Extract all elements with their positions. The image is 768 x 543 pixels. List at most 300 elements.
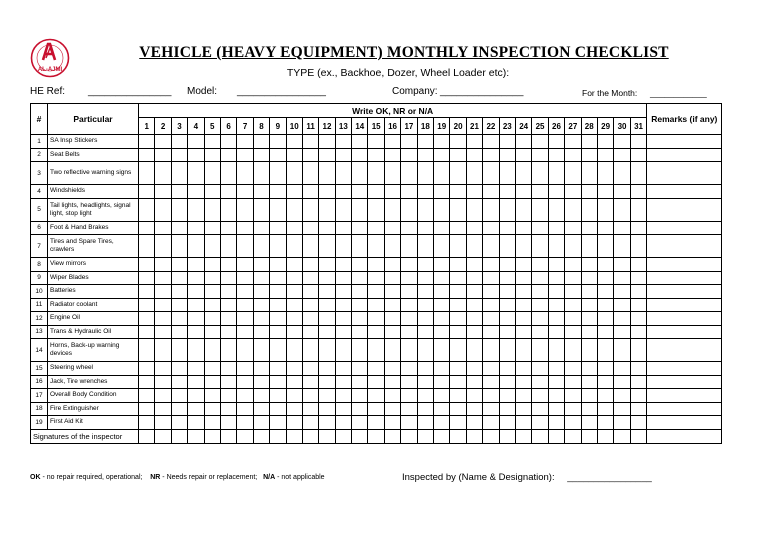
remarks-cell[interactable] <box>647 148 722 162</box>
day-cell[interactable] <box>270 135 286 149</box>
signature-cell[interactable] <box>417 429 433 443</box>
day-cell[interactable] <box>368 258 384 272</box>
day-cell[interactable] <box>565 198 581 221</box>
day-cell[interactable] <box>499 339 515 362</box>
day-cell[interactable] <box>499 135 515 149</box>
day-cell[interactable] <box>565 162 581 185</box>
day-cell[interactable] <box>384 271 400 285</box>
day-cell[interactable] <box>548 416 564 430</box>
day-cell[interactable] <box>581 339 597 362</box>
day-cell[interactable] <box>155 221 171 235</box>
day-cell[interactable] <box>499 185 515 199</box>
day-cell[interactable] <box>450 375 466 389</box>
day-cell[interactable] <box>532 362 548 376</box>
day-cell[interactable] <box>286 285 302 299</box>
day-cell[interactable] <box>450 162 466 185</box>
day-cell[interactable] <box>171 258 187 272</box>
day-cell[interactable] <box>532 221 548 235</box>
day-cell[interactable] <box>466 285 482 299</box>
day-cell[interactable] <box>368 198 384 221</box>
day-cell[interactable] <box>204 162 220 185</box>
day-cell[interactable] <box>614 198 630 221</box>
day-cell[interactable] <box>302 135 318 149</box>
day-cell[interactable] <box>270 416 286 430</box>
day-cell[interactable] <box>270 339 286 362</box>
day-cell[interactable] <box>171 339 187 362</box>
signature-cell[interactable] <box>450 429 466 443</box>
day-cell[interactable] <box>204 148 220 162</box>
signature-cell[interactable] <box>384 429 400 443</box>
day-cell[interactable] <box>220 271 236 285</box>
day-cell[interactable] <box>237 221 253 235</box>
day-cell[interactable] <box>253 148 269 162</box>
day-cell[interactable] <box>319 312 335 326</box>
day-cell[interactable] <box>220 235 236 258</box>
day-cell[interactable] <box>401 258 417 272</box>
day-cell[interactable] <box>384 135 400 149</box>
day-cell[interactable] <box>450 271 466 285</box>
day-cell[interactable] <box>548 271 564 285</box>
day-cell[interactable] <box>499 325 515 339</box>
day-cell[interactable] <box>565 135 581 149</box>
day-cell[interactable] <box>188 362 204 376</box>
remarks-cell[interactable] <box>647 416 722 430</box>
day-cell[interactable] <box>302 162 318 185</box>
day-cell[interactable] <box>270 402 286 416</box>
day-cell[interactable] <box>220 198 236 221</box>
signature-cell[interactable] <box>532 429 548 443</box>
day-cell[interactable] <box>319 235 335 258</box>
day-cell[interactable] <box>204 198 220 221</box>
day-cell[interactable] <box>630 185 647 199</box>
day-cell[interactable] <box>155 235 171 258</box>
day-cell[interactable] <box>335 235 351 258</box>
remarks-cell[interactable] <box>647 198 722 221</box>
day-cell[interactable] <box>466 271 482 285</box>
day-cell[interactable] <box>532 312 548 326</box>
remarks-cell[interactable] <box>647 258 722 272</box>
day-cell[interactable] <box>450 235 466 258</box>
day-cell[interactable] <box>401 221 417 235</box>
day-cell[interactable] <box>384 416 400 430</box>
day-cell[interactable] <box>286 416 302 430</box>
day-cell[interactable] <box>515 285 531 299</box>
day-cell[interactable] <box>286 135 302 149</box>
day-cell[interactable] <box>434 312 450 326</box>
day-cell[interactable] <box>630 271 647 285</box>
day-cell[interactable] <box>581 185 597 199</box>
day-cell[interactable] <box>483 271 499 285</box>
day-cell[interactable] <box>253 271 269 285</box>
day-cell[interactable] <box>302 402 318 416</box>
day-cell[interactable] <box>384 325 400 339</box>
day-cell[interactable] <box>466 198 482 221</box>
day-cell[interactable] <box>417 235 433 258</box>
day-cell[interactable] <box>253 416 269 430</box>
day-cell[interactable] <box>253 198 269 221</box>
day-cell[interactable] <box>286 312 302 326</box>
day-cell[interactable] <box>548 312 564 326</box>
day-cell[interactable] <box>417 298 433 312</box>
day-cell[interactable] <box>253 298 269 312</box>
day-cell[interactable] <box>253 221 269 235</box>
day-cell[interactable] <box>581 221 597 235</box>
day-cell[interactable] <box>384 298 400 312</box>
day-cell[interactable] <box>335 312 351 326</box>
day-cell[interactable] <box>630 162 647 185</box>
day-cell[interactable] <box>450 312 466 326</box>
day-cell[interactable] <box>155 312 171 326</box>
day-cell[interactable] <box>220 312 236 326</box>
day-cell[interactable] <box>466 312 482 326</box>
day-cell[interactable] <box>335 339 351 362</box>
day-cell[interactable] <box>515 185 531 199</box>
signature-remarks-cell[interactable] <box>647 429 722 443</box>
day-cell[interactable] <box>483 198 499 221</box>
signature-cell[interactable] <box>499 429 515 443</box>
day-cell[interactable] <box>286 362 302 376</box>
day-cell[interactable] <box>286 402 302 416</box>
day-cell[interactable] <box>565 285 581 299</box>
day-cell[interactable] <box>335 402 351 416</box>
day-cell[interactable] <box>401 135 417 149</box>
day-cell[interactable] <box>335 135 351 149</box>
day-cell[interactable] <box>499 198 515 221</box>
day-cell[interactable] <box>581 325 597 339</box>
day-cell[interactable] <box>434 402 450 416</box>
day-cell[interactable] <box>352 271 368 285</box>
day-cell[interactable] <box>630 375 647 389</box>
remarks-cell[interactable] <box>647 339 722 362</box>
day-cell[interactable] <box>597 258 613 272</box>
day-cell[interactable] <box>302 235 318 258</box>
day-cell[interactable] <box>597 235 613 258</box>
day-cell[interactable] <box>204 185 220 199</box>
day-cell[interactable] <box>302 221 318 235</box>
day-cell[interactable] <box>335 271 351 285</box>
day-cell[interactable] <box>515 235 531 258</box>
day-cell[interactable] <box>286 148 302 162</box>
day-cell[interactable] <box>220 221 236 235</box>
day-cell[interactable] <box>253 402 269 416</box>
day-cell[interactable] <box>237 402 253 416</box>
day-cell[interactable] <box>483 416 499 430</box>
day-cell[interactable] <box>483 221 499 235</box>
day-cell[interactable] <box>401 298 417 312</box>
day-cell[interactable] <box>286 185 302 199</box>
day-cell[interactable] <box>499 221 515 235</box>
day-cell[interactable] <box>565 298 581 312</box>
day-cell[interactable] <box>417 258 433 272</box>
day-cell[interactable] <box>188 258 204 272</box>
day-cell[interactable] <box>630 235 647 258</box>
day-cell[interactable] <box>302 198 318 221</box>
day-cell[interactable] <box>368 339 384 362</box>
day-cell[interactable] <box>581 402 597 416</box>
day-cell[interactable] <box>368 162 384 185</box>
day-cell[interactable] <box>204 375 220 389</box>
day-cell[interactable] <box>614 416 630 430</box>
day-cell[interactable] <box>466 235 482 258</box>
day-cell[interactable] <box>253 185 269 199</box>
day-cell[interactable] <box>401 402 417 416</box>
day-cell[interactable] <box>188 402 204 416</box>
day-cell[interactable] <box>417 339 433 362</box>
day-cell[interactable] <box>286 162 302 185</box>
day-cell[interactable] <box>401 285 417 299</box>
day-cell[interactable] <box>237 235 253 258</box>
day-cell[interactable] <box>188 198 204 221</box>
day-cell[interactable] <box>401 312 417 326</box>
signature-cell[interactable] <box>483 429 499 443</box>
day-cell[interactable] <box>171 325 187 339</box>
day-cell[interactable] <box>155 362 171 376</box>
day-cell[interactable] <box>614 312 630 326</box>
day-cell[interactable] <box>466 402 482 416</box>
day-cell[interactable] <box>220 162 236 185</box>
day-cell[interactable] <box>319 135 335 149</box>
day-cell[interactable] <box>188 285 204 299</box>
day-cell[interactable] <box>302 312 318 326</box>
signature-cell[interactable] <box>237 429 253 443</box>
day-cell[interactable] <box>515 402 531 416</box>
day-cell[interactable] <box>253 135 269 149</box>
day-cell[interactable] <box>335 285 351 299</box>
day-cell[interactable] <box>401 339 417 362</box>
day-cell[interactable] <box>171 285 187 299</box>
day-cell[interactable] <box>188 162 204 185</box>
day-cell[interactable] <box>352 298 368 312</box>
day-cell[interactable] <box>581 148 597 162</box>
day-cell[interactable] <box>401 416 417 430</box>
day-cell[interactable] <box>450 258 466 272</box>
day-cell[interactable] <box>155 389 171 403</box>
signature-cell[interactable] <box>286 429 302 443</box>
day-cell[interactable] <box>171 135 187 149</box>
day-cell[interactable] <box>204 235 220 258</box>
day-cell[interactable] <box>581 135 597 149</box>
day-cell[interactable] <box>237 375 253 389</box>
day-cell[interactable] <box>417 135 433 149</box>
day-cell[interactable] <box>139 135 155 149</box>
day-cell[interactable] <box>565 312 581 326</box>
signature-cell[interactable] <box>548 429 564 443</box>
day-cell[interactable] <box>597 362 613 376</box>
day-cell[interactable] <box>352 416 368 430</box>
day-cell[interactable] <box>302 148 318 162</box>
day-cell[interactable] <box>155 162 171 185</box>
day-cell[interactable] <box>139 221 155 235</box>
day-cell[interactable] <box>581 362 597 376</box>
day-cell[interactable] <box>384 235 400 258</box>
day-cell[interactable] <box>434 162 450 185</box>
day-cell[interactable] <box>253 339 269 362</box>
day-cell[interactable] <box>450 362 466 376</box>
day-cell[interactable] <box>450 185 466 199</box>
day-cell[interactable] <box>139 148 155 162</box>
day-cell[interactable] <box>139 162 155 185</box>
day-cell[interactable] <box>614 271 630 285</box>
day-cell[interactable] <box>515 198 531 221</box>
day-cell[interactable] <box>237 298 253 312</box>
day-cell[interactable] <box>384 312 400 326</box>
day-cell[interactable] <box>139 235 155 258</box>
day-cell[interactable] <box>401 235 417 258</box>
day-cell[interactable] <box>548 185 564 199</box>
day-cell[interactable] <box>499 258 515 272</box>
signature-cell[interactable] <box>220 429 236 443</box>
day-cell[interactable] <box>270 198 286 221</box>
day-cell[interactable] <box>434 298 450 312</box>
day-cell[interactable] <box>335 162 351 185</box>
day-cell[interactable] <box>188 221 204 235</box>
day-cell[interactable] <box>286 325 302 339</box>
day-cell[interactable] <box>401 271 417 285</box>
day-cell[interactable] <box>515 271 531 285</box>
day-cell[interactable] <box>565 362 581 376</box>
day-cell[interactable] <box>548 162 564 185</box>
day-cell[interactable] <box>597 375 613 389</box>
day-cell[interactable] <box>302 416 318 430</box>
day-cell[interactable] <box>384 148 400 162</box>
day-cell[interactable] <box>270 389 286 403</box>
day-cell[interactable] <box>614 162 630 185</box>
day-cell[interactable] <box>319 221 335 235</box>
day-cell[interactable] <box>597 135 613 149</box>
day-cell[interactable] <box>597 285 613 299</box>
day-cell[interactable] <box>483 235 499 258</box>
day-cell[interactable] <box>302 258 318 272</box>
day-cell[interactable] <box>352 235 368 258</box>
day-cell[interactable] <box>417 148 433 162</box>
day-cell[interactable] <box>155 339 171 362</box>
day-cell[interactable] <box>450 389 466 403</box>
day-cell[interactable] <box>139 198 155 221</box>
remarks-cell[interactable] <box>647 362 722 376</box>
day-cell[interactable] <box>565 325 581 339</box>
day-cell[interactable] <box>220 325 236 339</box>
day-cell[interactable] <box>204 312 220 326</box>
day-cell[interactable] <box>270 185 286 199</box>
day-cell[interactable] <box>548 339 564 362</box>
day-cell[interactable] <box>384 185 400 199</box>
day-cell[interactable] <box>434 339 450 362</box>
day-cell[interactable] <box>302 375 318 389</box>
day-cell[interactable] <box>417 185 433 199</box>
signature-cell[interactable] <box>335 429 351 443</box>
day-cell[interactable] <box>220 339 236 362</box>
day-cell[interactable] <box>155 185 171 199</box>
day-cell[interactable] <box>450 402 466 416</box>
day-cell[interactable] <box>532 235 548 258</box>
day-cell[interactable] <box>286 258 302 272</box>
day-cell[interactable] <box>532 285 548 299</box>
day-cell[interactable] <box>434 148 450 162</box>
day-cell[interactable] <box>139 271 155 285</box>
day-cell[interactable] <box>368 148 384 162</box>
day-cell[interactable] <box>237 148 253 162</box>
day-cell[interactable] <box>204 389 220 403</box>
day-cell[interactable] <box>319 416 335 430</box>
day-cell[interactable] <box>515 312 531 326</box>
day-cell[interactable] <box>548 298 564 312</box>
inspected-by-field[interactable]: ________________ <box>567 472 652 483</box>
day-cell[interactable] <box>368 298 384 312</box>
day-cell[interactable] <box>515 325 531 339</box>
signature-cell[interactable] <box>253 429 269 443</box>
day-cell[interactable] <box>532 416 548 430</box>
signature-cell[interactable] <box>565 429 581 443</box>
day-cell[interactable] <box>335 185 351 199</box>
remarks-cell[interactable] <box>647 135 722 149</box>
day-cell[interactable] <box>597 162 613 185</box>
day-cell[interactable] <box>302 339 318 362</box>
day-cell[interactable] <box>499 271 515 285</box>
day-cell[interactable] <box>352 162 368 185</box>
day-cell[interactable] <box>237 162 253 185</box>
day-cell[interactable] <box>368 221 384 235</box>
day-cell[interactable] <box>237 362 253 376</box>
day-cell[interactable] <box>434 416 450 430</box>
day-cell[interactable] <box>548 258 564 272</box>
day-cell[interactable] <box>630 312 647 326</box>
day-cell[interactable] <box>483 285 499 299</box>
day-cell[interactable] <box>384 162 400 185</box>
day-cell[interactable] <box>171 271 187 285</box>
day-cell[interactable] <box>614 185 630 199</box>
day-cell[interactable] <box>384 339 400 362</box>
day-cell[interactable] <box>515 162 531 185</box>
day-cell[interactable] <box>352 285 368 299</box>
day-cell[interactable] <box>515 258 531 272</box>
day-cell[interactable] <box>483 402 499 416</box>
day-cell[interactable] <box>352 198 368 221</box>
day-cell[interactable] <box>139 285 155 299</box>
day-cell[interactable] <box>335 221 351 235</box>
day-cell[interactable] <box>450 135 466 149</box>
day-cell[interactable] <box>384 375 400 389</box>
day-cell[interactable] <box>401 389 417 403</box>
model-field[interactable]: ________________ <box>237 86 326 97</box>
day-cell[interactable] <box>237 258 253 272</box>
day-cell[interactable] <box>335 389 351 403</box>
day-cell[interactable] <box>548 285 564 299</box>
day-cell[interactable] <box>368 312 384 326</box>
day-cell[interactable] <box>401 198 417 221</box>
day-cell[interactable] <box>139 185 155 199</box>
day-cell[interactable] <box>237 271 253 285</box>
day-cell[interactable] <box>565 148 581 162</box>
company-field[interactable]: _______________ <box>440 86 524 97</box>
day-cell[interactable] <box>450 339 466 362</box>
remarks-cell[interactable] <box>647 389 722 403</box>
day-cell[interactable] <box>434 389 450 403</box>
day-cell[interactable] <box>155 148 171 162</box>
day-cell[interactable] <box>335 416 351 430</box>
day-cell[interactable] <box>139 298 155 312</box>
day-cell[interactable] <box>139 389 155 403</box>
day-cell[interactable] <box>237 325 253 339</box>
day-cell[interactable] <box>630 389 647 403</box>
signature-cell[interactable] <box>352 429 368 443</box>
day-cell[interactable] <box>139 258 155 272</box>
day-cell[interactable] <box>171 162 187 185</box>
signature-cell[interactable] <box>270 429 286 443</box>
signature-cell[interactable] <box>155 429 171 443</box>
day-cell[interactable] <box>220 362 236 376</box>
day-cell[interactable] <box>171 362 187 376</box>
day-cell[interactable] <box>352 325 368 339</box>
